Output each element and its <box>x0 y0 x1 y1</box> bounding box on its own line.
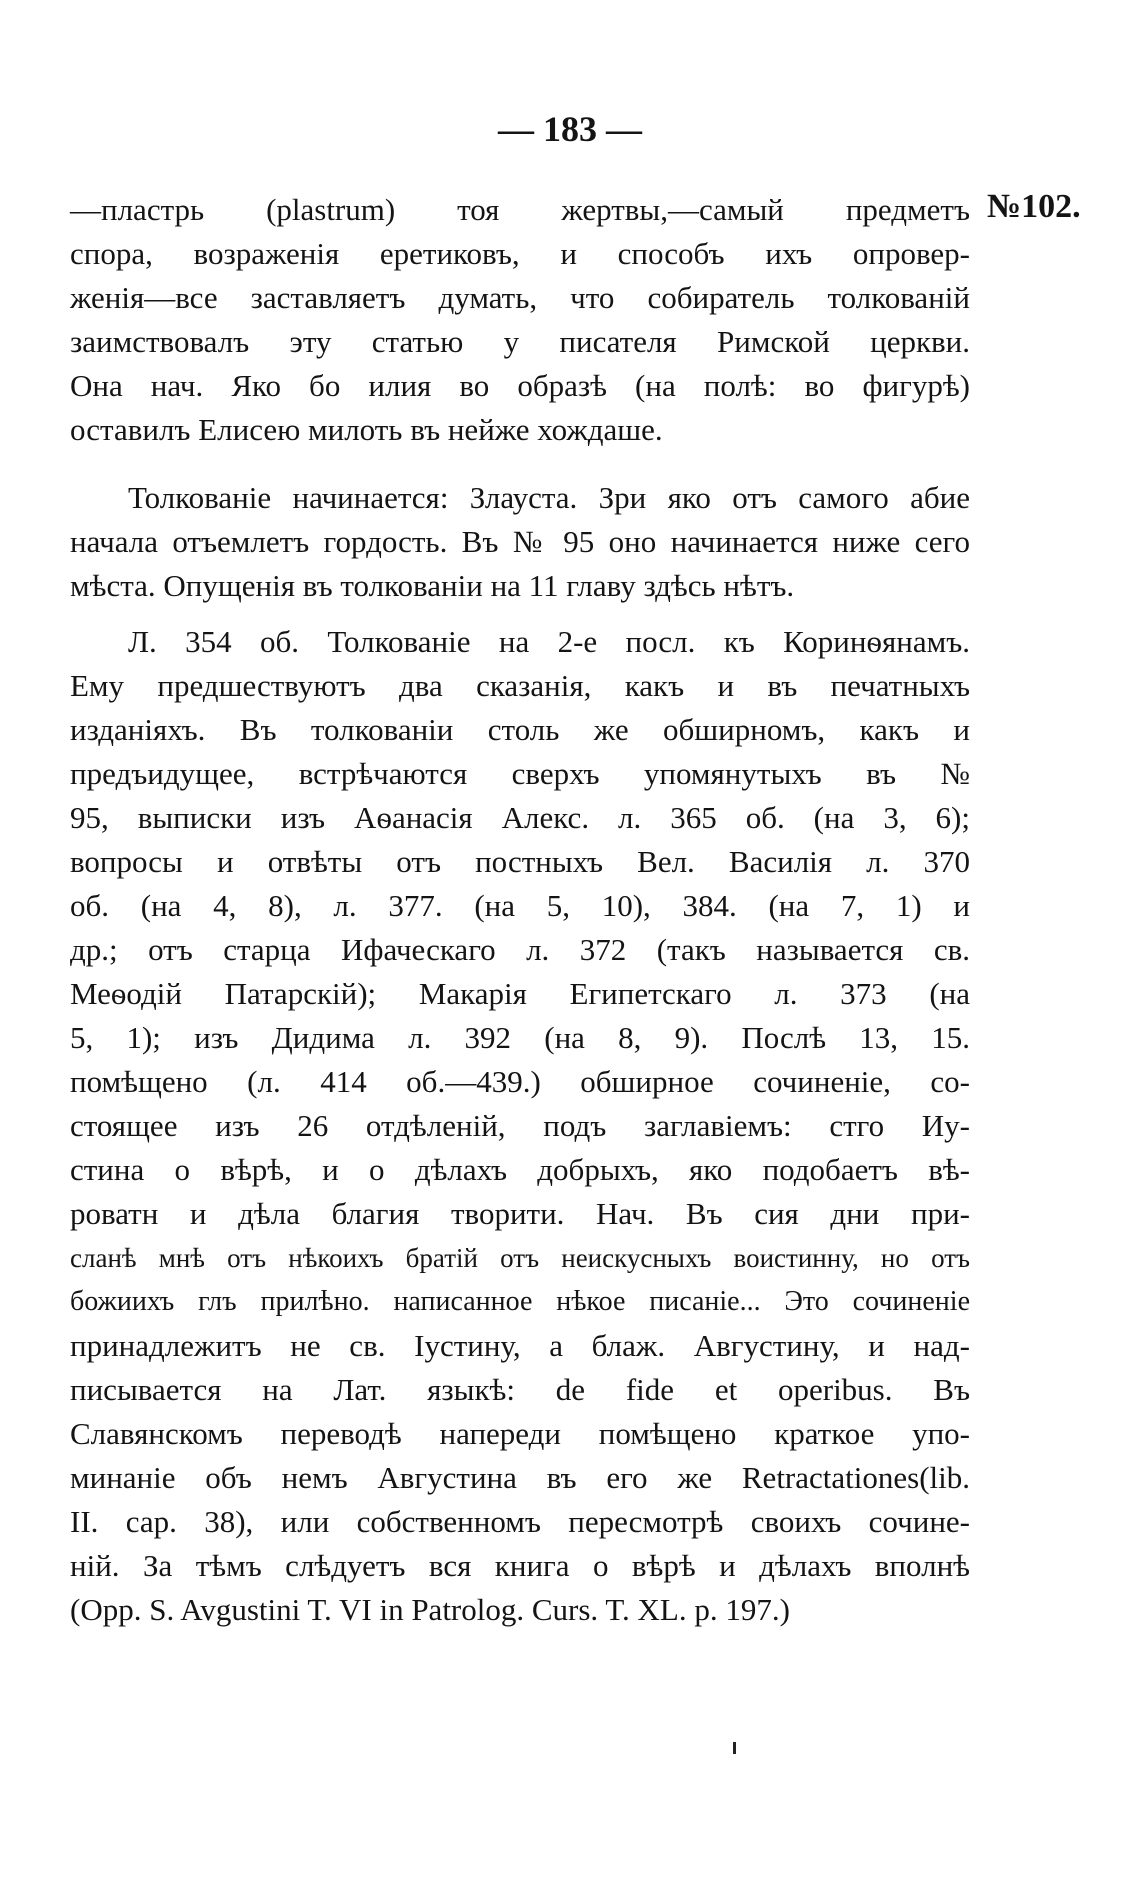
text-line: Она нач. Яко бо илия во образѣ (на полѣ: во фигурѣ) <box>70 368 970 403</box>
text-line: женія—все заставляетъ думать, что собиратель толкованій <box>70 280 970 315</box>
text-line: помѣщено (л. 414 об.—439.) обширное сочиненіе, со- <box>70 1064 970 1099</box>
text-line: 5, 1); изъ Дидима л. 392 (на 8, 9). Послѣ 13, 15. <box>70 1020 970 1055</box>
text-line: начала отъемлетъ гордость. Въ № 95 оно начинается ниже сего <box>70 524 970 559</box>
text-line: II. сар. 38), или собственномъ пересмотрѣ своихъ сочине- <box>70 1504 970 1539</box>
paragraph-1 <box>70 188 970 452</box>
text-line: 95, выписки изъ Аѳанасія Алекс. л. 365 об. (на 3, 6); <box>70 800 970 835</box>
text-line: (Opp. S. Avgustini T. VI in Patrolog. Curs. T. XL. p. 197.) <box>70 1592 790 1627</box>
text-line: Славянскомъ переводѣ напереди помѣщено краткое упо- <box>70 1416 970 1451</box>
page-number: — 183 — <box>498 109 642 149</box>
text-line: принадлежитъ не св. Іустину, а блаж. Августину, и над- <box>70 1328 970 1363</box>
text-line: роватн и дѣла благия творити. Нач. Въ сия дни при- <box>70 1196 970 1231</box>
text-line: —пластрь (plastrum) тоя жертвы,—самый предметъ <box>70 192 970 227</box>
paragraph-3 <box>70 620 970 1632</box>
text-line: мѣста. Опущенія въ толкованіи на 11 главу здѣсь нѣтъ. <box>70 568 795 603</box>
text-line: оставилъ Елисею милоть въ нейже хождаше. <box>70 412 663 447</box>
paragraph-2 <box>70 476 970 608</box>
text-line: Л. 354 об. Толкованіе на 2-е посл. къ Коринѳянамъ. <box>128 624 970 659</box>
text-line: др.; отъ старца Ифаческаго л. 372 (такъ называется св. <box>70 932 970 967</box>
text-line: божиихъ глъ прилѣно. написанное нѣкое писаніе... Это сочиненіе <box>70 1286 970 1317</box>
text-line: Толкованіе начинается: Злауста. Зри яко отъ самого абие <box>128 480 970 515</box>
text-line: вопросы и отвѣты отъ постныхъ Вел. Василія л. 370 <box>70 844 970 879</box>
text-line: спора, возраженія еретиковъ, и способъ ихъ опровер- <box>70 236 970 271</box>
text-line: об. (на 4, 8), л. 377. (на 5, 10), 384. (на 7, 1) и <box>70 888 970 923</box>
text-line: изданіяхъ. Въ толкованіи столь же обширномъ, какъ и <box>70 712 970 747</box>
text-line: Ему предшествуютъ два сказанія, какъ и въ печатныхъ <box>70 668 970 703</box>
text-line: стоящее изъ 26 отдѣленій, подъ заглавіемъ: стго Иу- <box>70 1108 970 1143</box>
print-speck <box>733 1742 736 1754</box>
text-line: сланѣ мнѣ отъ нѣкоихъ братій отъ неискусныхъ воистинну, но отъ <box>70 1243 970 1273</box>
text-line: заимствовалъ эту статью у писателя Римской церкви. <box>70 324 970 359</box>
text-line: писывается на Лат. языкѣ: de fide et operibus. Въ <box>70 1372 970 1407</box>
text-line: ній. За тѣмъ слѣдуетъ вся книга о вѣрѣ и дѣлахъ вполнѣ <box>70 1548 970 1583</box>
text-line: минаніе объ немъ Августина въ его же Retractationes(lib. <box>70 1460 970 1495</box>
margin-note-manuscript-number: №102. <box>987 188 1081 225</box>
text-line: предъидущее, встрѣчаются сверхъ упомянутыхъ въ № <box>70 756 970 791</box>
text-line: стина о вѣрѣ, и о дѣлахъ добрыхъ, яко подобаетъ вѣ- <box>70 1152 970 1187</box>
text-line: Меѳодій Патарскій); Макарія Египетскаго л. 373 (на <box>70 976 970 1011</box>
